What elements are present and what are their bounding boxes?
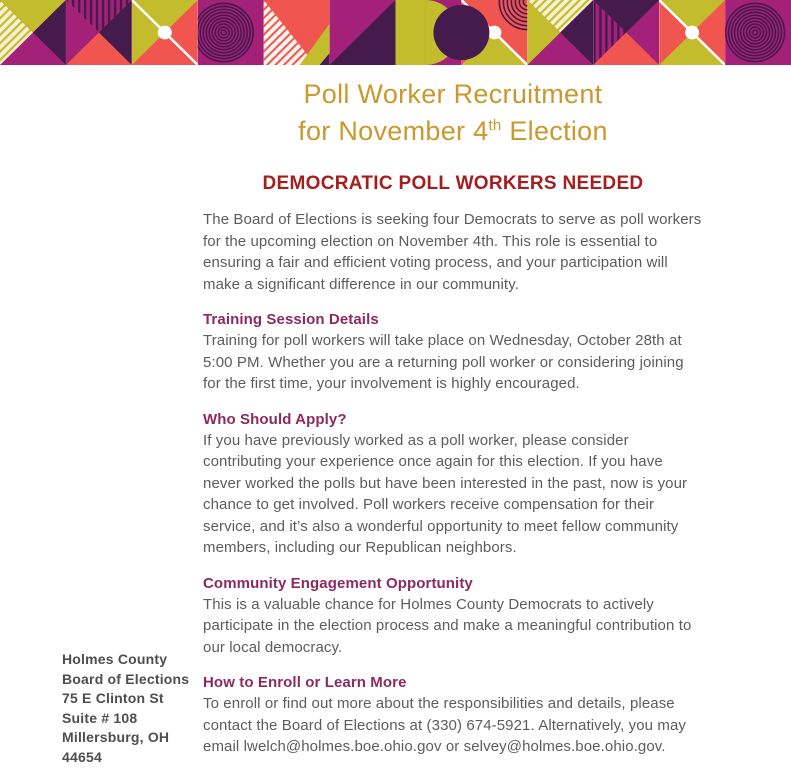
- headline: DEMOCRATIC POLL WORKERS NEEDED: [262, 173, 644, 194]
- title-line2-text: for November 4: [298, 116, 489, 146]
- section-heading-how-to-enroll: How to Enroll or Learn More: [203, 674, 407, 691]
- ordinal-suffix: th: [488, 117, 502, 134]
- section-heading-community-engagement: Community Engagement Opportunity: [203, 574, 473, 592]
- address-line: 75 E Clinton St: [62, 690, 164, 706]
- decorative-banner-pattern: [0, 0, 791, 65]
- address-line: Holmes County: [62, 651, 168, 667]
- section-heading-training: Training Session Details: [203, 311, 379, 328]
- section-heading-who-should-apply: Who Should Apply?: [203, 410, 347, 428]
- banner-tile: [725, 0, 791, 65]
- title-line2-text-end: Election: [501, 116, 608, 146]
- address-block: [62, 650, 202, 767]
- section-body-community-engagement: This is a valuable chance for Holmes County Democrats to actively participate in the election process and make a meaningful contribution to our local democracy.: [203, 595, 692, 656]
- intro-paragraph: The Board of Elections is seeking four Democrats to serve as poll workers for the upcoming election on November 4th. This role is essential to ensuring a fair and efficient voting process, and your participation will make a significant difference in our community.: [203, 211, 702, 293]
- banner-tile: [194, 0, 263, 65]
- banner-tile: [330, 0, 396, 65]
- page-title: [203, 76, 703, 150]
- banner-tile: [66, 0, 132, 65]
- section-body-how-to-enroll: To enroll or find out more about the responsibilities and details, please contact the Board of Elections at (330) 674-5921. Alternatively, you may email lwelch@holmes.boe.ohio.gov or selvey@holmes.boe.ohio.gov.: [203, 695, 687, 755]
- banner-tile: [264, 0, 330, 65]
- section-body-training: Training for poll workers will take place on Wednesday, October 28th at 5:00 PM. Whether you are a returning poll worker or considering joining for the first time, your involvement is highly encouraged.: [203, 332, 684, 392]
- title-line-2: [203, 113, 703, 150]
- banner-tile: [0, 0, 66, 65]
- address-line: Suite # 108: [62, 709, 138, 726]
- address-line: Board of Elections: [62, 670, 190, 687]
- address-line: Millersburg, OH: [62, 729, 170, 745]
- address-line: 44654: [62, 748, 102, 765]
- title-line-1: Poll Worker Recruitment: [303, 79, 603, 109]
- flyer-body: [203, 172, 703, 772]
- banner-tile: [132, 0, 198, 65]
- section-body-who-should-apply: If you have previously worked as a poll worker, please consider contributing your experience once again for this election. If you have never worked the polls but have been interested in the past, now is your chance to get involved. Poll workers receive compensation for their service, and it’s also a wonderful opportunity to meet fellow community members, including our Republican neighbors.: [203, 431, 688, 556]
- banner-tile: [593, 0, 659, 65]
- banner-tile: [527, 0, 593, 65]
- banner-tile: [659, 0, 725, 65]
